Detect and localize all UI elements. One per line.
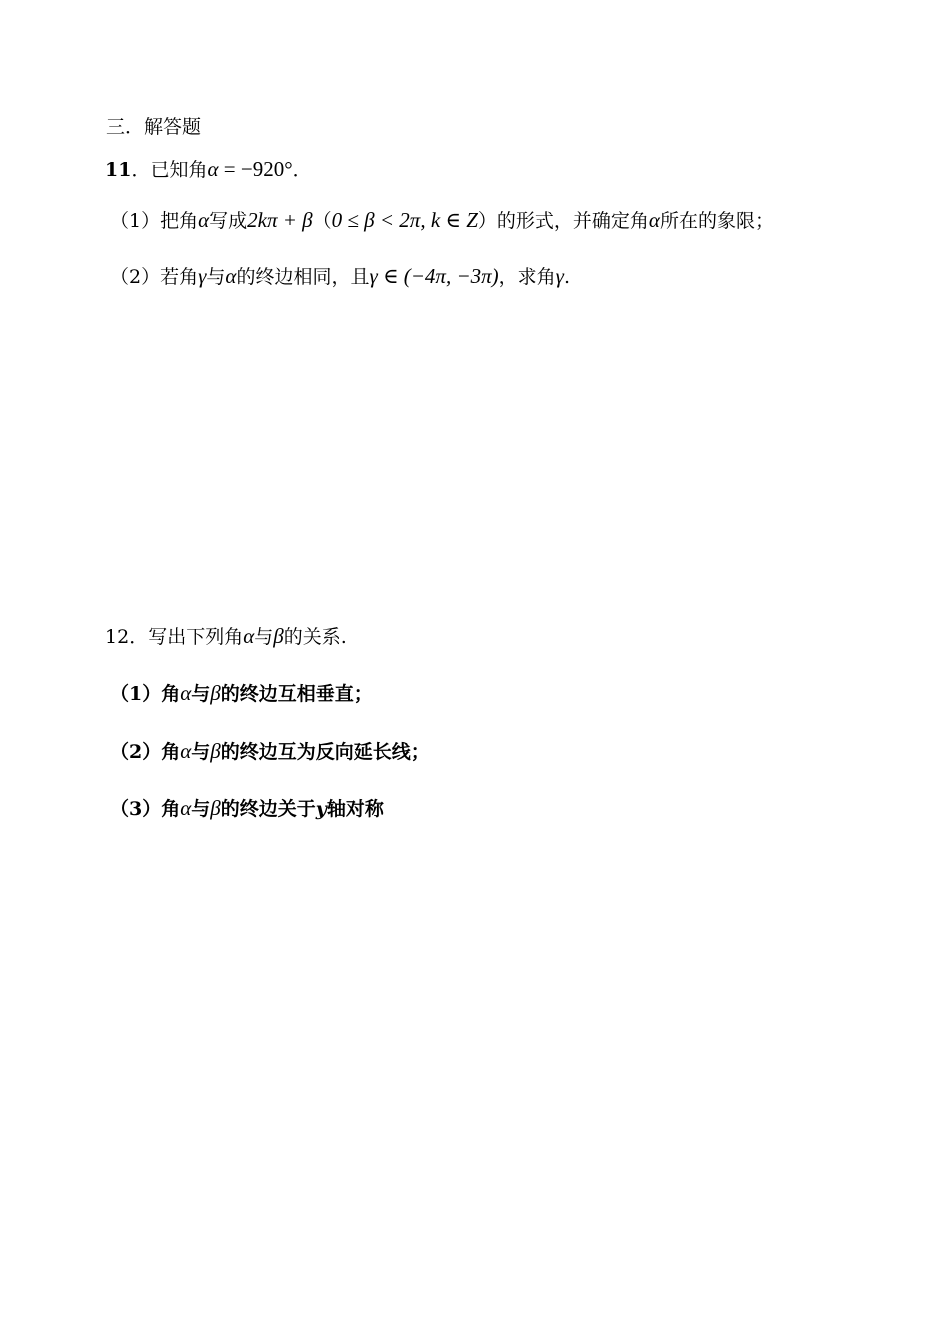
question-12-part-2: （2）角α与β的终边互为反向延长线； <box>110 739 430 763</box>
question-12-number: 12 <box>105 626 130 648</box>
question-11-part-2: （2）若角γ与α的终边相同，且γ ∈ (−4π, −3π)，求角γ. <box>110 264 570 288</box>
question-12-part-3: （3）角α与β的终边关于y轴对称 <box>110 796 384 820</box>
question-12-part-1: （1）角α与β的终边互相垂直； <box>110 681 373 705</box>
question-11-stem: 11．已知角α = −920°． <box>105 157 312 181</box>
question-12-stem: 12．写出下列角α与β的关系. <box>105 624 347 648</box>
question-11-number: 11 <box>105 159 132 181</box>
section-title: 三．解答题 <box>106 116 202 138</box>
question-11-part-1: （1）把角α写成2kπ + β（0 ≤ β < 2π, k ∈ Z）的形式，并确定角α所在的象限； <box>110 208 774 232</box>
